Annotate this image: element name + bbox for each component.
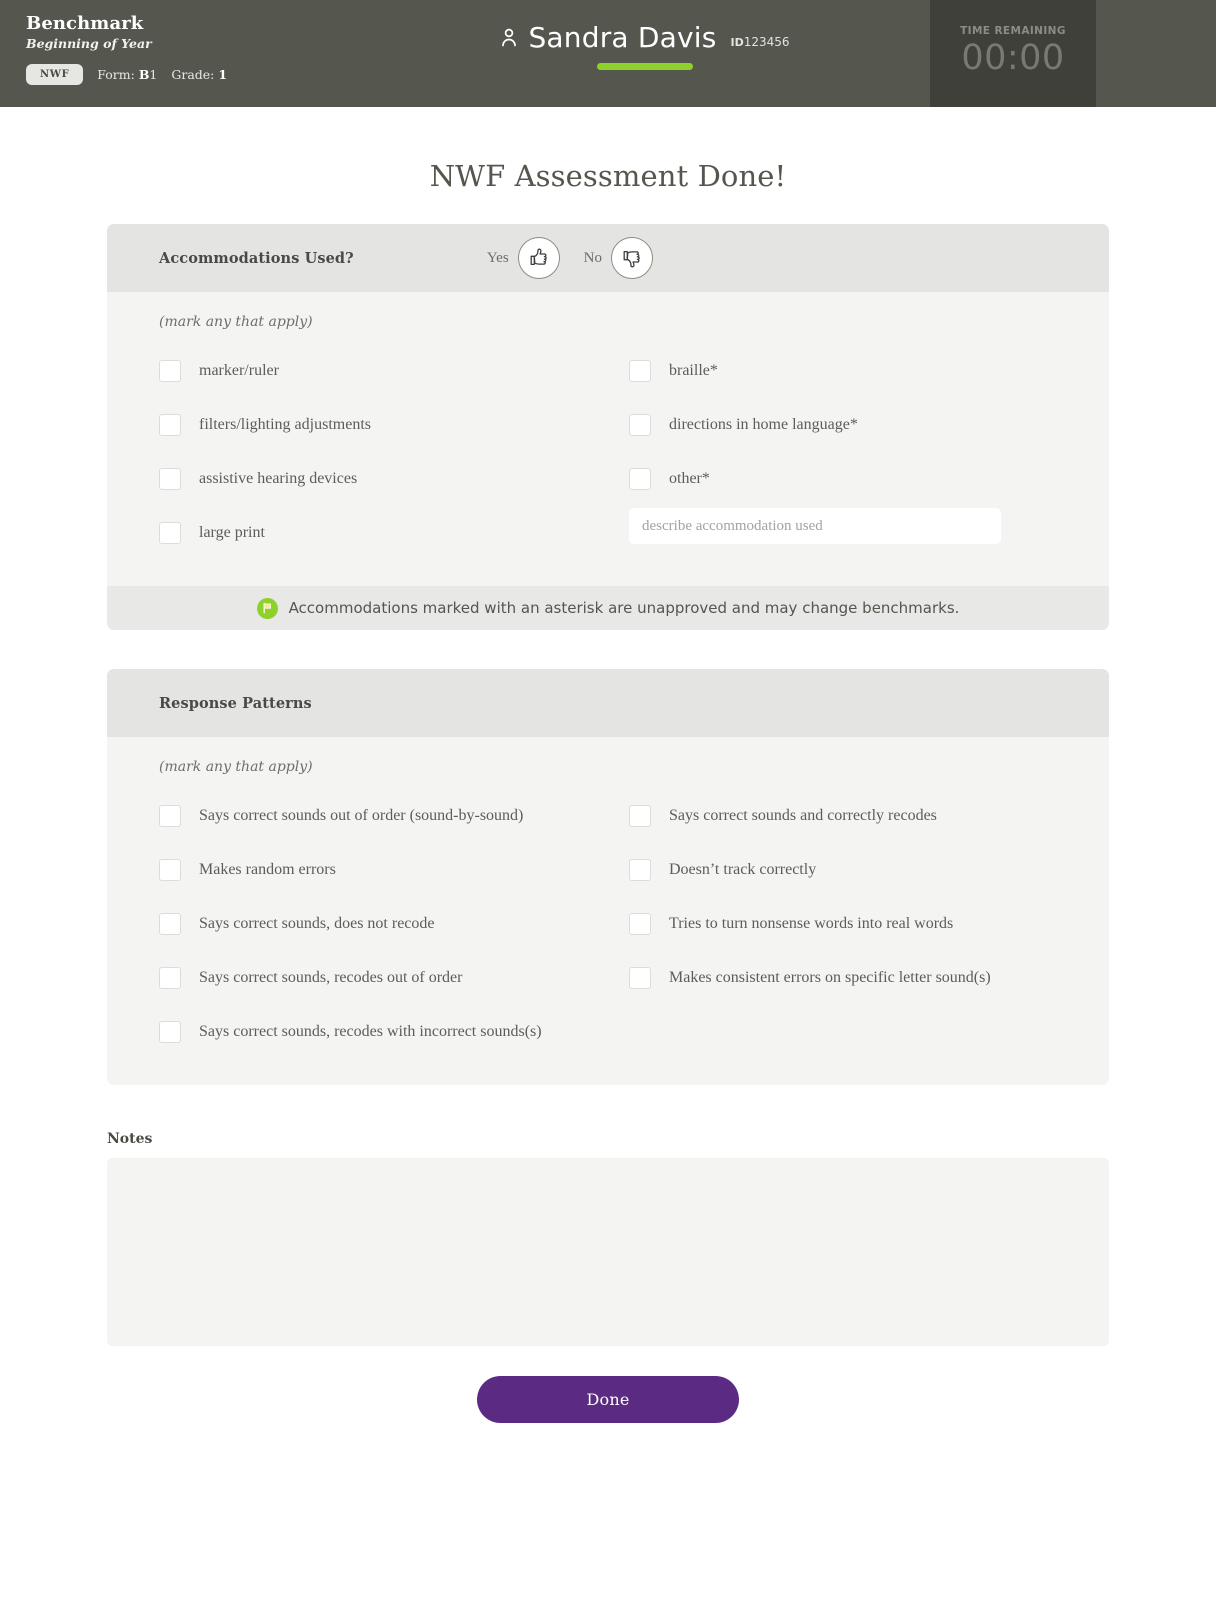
grade-label: Grade:	[171, 67, 215, 82]
checkbox-label: other*	[669, 470, 710, 487]
checkbox-doesnt-track[interactable]	[629, 859, 651, 881]
checkbox-row[interactable]	[159, 951, 608, 1005]
checkbox-row[interactable]	[159, 843, 608, 897]
checkbox-label: braille*	[669, 362, 718, 379]
accommodations-left-column	[159, 344, 608, 560]
checkbox-consistent-letter-errors[interactable]	[629, 967, 651, 989]
accommodations-panel	[107, 224, 1109, 630]
student-id-prefix: ID	[730, 36, 744, 49]
checkbox-row[interactable]	[629, 897, 1057, 951]
checkbox-label: large print	[199, 524, 265, 541]
notes-label: Notes	[107, 1131, 153, 1147]
grade-meta	[171, 67, 227, 82]
timer-value: 00:00	[961, 37, 1065, 78]
form-label: Form:	[97, 67, 135, 82]
checkbox-nonsense-to-real-words[interactable]	[629, 913, 651, 935]
student-id	[731, 35, 790, 53]
notes-textarea[interactable]	[107, 1158, 1109, 1346]
checkbox-row[interactable]	[159, 344, 608, 398]
checkbox-directions-home-language[interactable]	[629, 414, 651, 436]
checkbox-label: Makes random errors	[199, 861, 336, 878]
no-label: No	[583, 249, 602, 266]
accommodations-mark-any-hint: (mark any that apply)	[159, 314, 313, 330]
checkbox-row[interactable]	[629, 951, 1057, 1005]
response-patterns-left-column	[159, 789, 608, 1059]
checkbox-label: assistive hearing devices	[199, 470, 358, 487]
student-line	[500, 23, 789, 53]
form-letter: B	[138, 67, 150, 82]
benchmark-subtitle: Beginning of Year	[26, 36, 152, 51]
checkbox-recodes-out-of-order[interactable]	[159, 967, 181, 989]
checkbox-does-not-recode[interactable]	[159, 913, 181, 935]
timer-label: TIME REMAINING	[960, 24, 1066, 37]
checkbox-row[interactable]	[629, 398, 1057, 452]
yes-label: Yes	[486, 249, 509, 266]
checkbox-label: Says correct sounds and correctly recodes	[669, 807, 937, 824]
assessment-meta	[26, 64, 360, 85]
checkbox-row[interactable]	[629, 843, 1057, 897]
accommodations-yes-option[interactable]	[487, 237, 560, 279]
student-name: Sandra Davis	[528, 21, 717, 54]
checkbox-row[interactable]	[159, 1005, 608, 1059]
checkbox-random-errors[interactable]	[159, 859, 181, 881]
checkbox-label: Says correct sounds out of order (sound-by-sound)	[199, 807, 524, 824]
accommodations-title: Accommodations Used?	[159, 249, 354, 267]
checkbox-label: Says correct sounds, recodes with incorrect sounds(s)	[199, 1023, 542, 1040]
checkbox-other[interactable]	[629, 468, 651, 490]
student-header	[360, 0, 930, 107]
page-title: NWF Assessment Done!	[429, 159, 787, 193]
checkbox-label: Says correct sounds, does not recode	[199, 915, 435, 932]
checkbox-assistive-hearing[interactable]	[159, 468, 181, 490]
form-number: 1	[149, 67, 158, 82]
checkbox-row[interactable]	[159, 398, 608, 452]
checkbox-label: directions in home language*	[669, 416, 858, 433]
checkbox-label: Tries to turn nonsense words into real words	[669, 915, 954, 932]
accommodations-right-column	[608, 344, 1057, 560]
checkbox-row[interactable]	[629, 452, 1057, 506]
grade-value: 1	[218, 67, 228, 82]
checkbox-label: Says correct sounds, recodes out of order	[199, 969, 463, 986]
accommodations-body	[107, 292, 1109, 586]
checkbox-large-print[interactable]	[159, 522, 181, 544]
checkbox-sounds-out-of-order[interactable]	[159, 805, 181, 827]
accommodations-header	[107, 224, 1109, 292]
describe-accommodation-input[interactable]	[629, 508, 1001, 544]
flag-icon	[257, 598, 278, 619]
checkbox-recodes-incorrect-sounds[interactable]	[159, 1021, 181, 1043]
accommodations-no-option[interactable]	[584, 237, 653, 279]
checkbox-marker-ruler[interactable]	[159, 360, 181, 382]
response-patterns-header	[107, 669, 1109, 737]
header-left-info	[0, 0, 360, 107]
checkbox-label: Doesn’t track correctly	[669, 861, 817, 878]
response-patterns-title: Response Patterns	[159, 694, 312, 712]
timer-panel	[930, 0, 1096, 107]
done-button[interactable]: Done	[477, 1376, 739, 1423]
checkbox-braille[interactable]	[629, 360, 651, 382]
checkbox-row[interactable]	[159, 897, 608, 951]
app-header	[0, 0, 1216, 107]
form-meta	[97, 67, 157, 82]
checkbox-row[interactable]	[629, 344, 1057, 398]
accommodations-columns	[159, 344, 1057, 560]
person-icon	[500, 25, 518, 51]
thumbs-down-icon[interactable]	[611, 237, 653, 279]
checkbox-label: filters/lighting adjustments	[199, 416, 371, 433]
checkbox-filters-lighting[interactable]	[159, 414, 181, 436]
benchmark-title: Benchmark	[26, 13, 144, 34]
footer-actions	[0, 1376, 1216, 1423]
response-patterns-panel	[107, 669, 1109, 1085]
checkbox-label: Makes consistent errors on specific letter sound(s)	[669, 969, 991, 986]
checkbox-label: marker/ruler	[199, 362, 279, 379]
measure-badge[interactable]: NWF	[26, 64, 83, 85]
accommodations-yes-no-group	[487, 237, 653, 279]
checkbox-row[interactable]	[159, 506, 608, 560]
notes-section	[107, 1131, 1109, 1351]
asterisk-note	[107, 586, 1109, 630]
asterisk-note-text: Accommodations marked with an asterisk are unapproved and may change benchmarks.	[288, 599, 960, 617]
student-id-value: 123456	[743, 35, 790, 49]
checkbox-row[interactable]	[159, 452, 608, 506]
checkbox-row[interactable]	[629, 789, 1057, 843]
response-patterns-right-column	[608, 789, 1057, 1059]
checkbox-correctly-recodes[interactable]	[629, 805, 651, 827]
checkbox-row[interactable]	[159, 789, 608, 843]
response-patterns-body	[107, 737, 1109, 1085]
student-accent-bar	[597, 63, 693, 70]
thumbs-up-icon[interactable]	[518, 237, 560, 279]
response-patterns-mark-any-hint: (mark any that apply)	[159, 759, 313, 775]
response-patterns-columns	[159, 789, 1057, 1059]
